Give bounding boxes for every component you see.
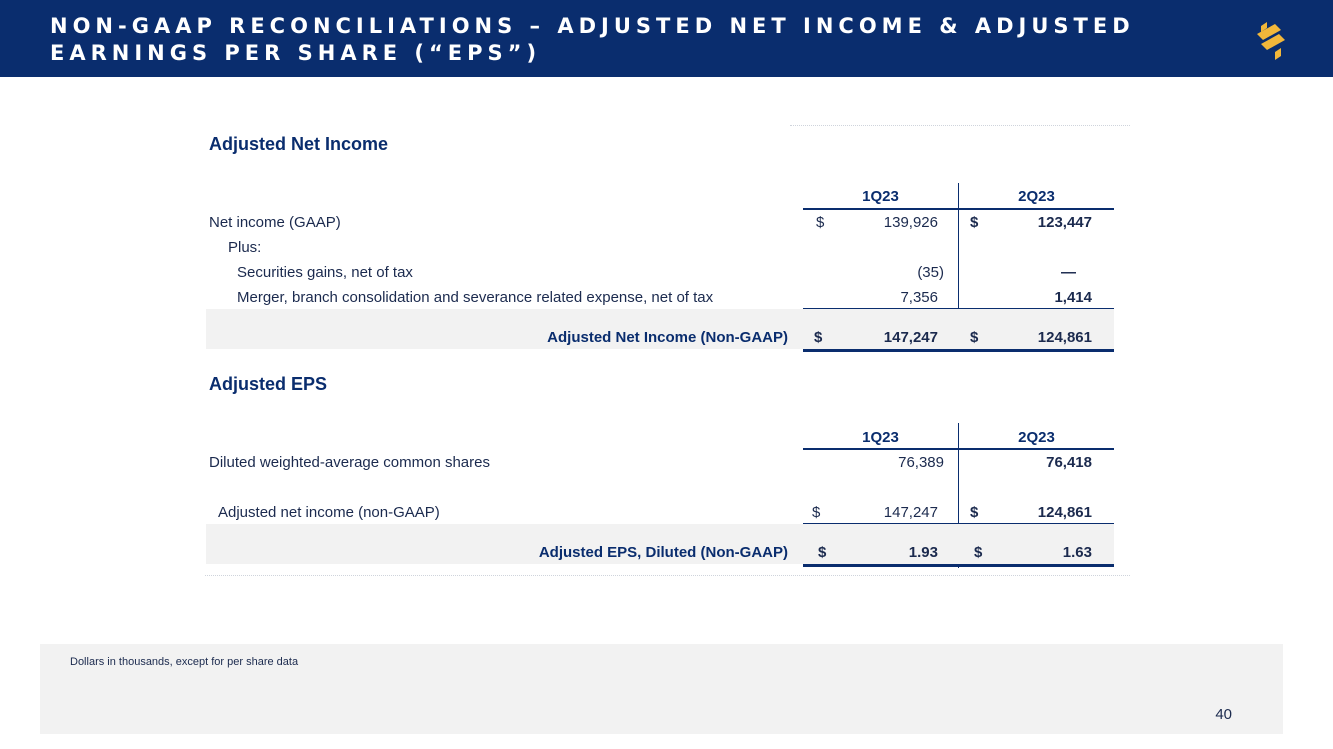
value-2q23: 124,861 xyxy=(1037,504,1092,521)
row-label-plus: Plus: xyxy=(228,239,262,256)
section-title-adjusted-eps: Adjusted EPS xyxy=(209,374,328,394)
total-value-1q23: 147,247 xyxy=(883,329,938,346)
column-header-2q23: 2Q23 xyxy=(1018,429,1055,446)
row-label-adjusted-net-income: Adjusted net income (non-GAAP) xyxy=(218,504,440,521)
row-label-diluted-shares: Diluted weighted-average common shares xyxy=(209,454,490,471)
total-label-adjusted-net-income: Adjusted Net Income (Non-GAAP) xyxy=(547,329,788,346)
total-value-2q23: 124,861 xyxy=(1037,329,1092,346)
column-header-2q23: 2Q23 xyxy=(1018,188,1055,205)
total-value-1q23: 1.93 xyxy=(908,544,938,561)
currency-symbol: $ xyxy=(970,329,979,346)
currency-symbol: $ xyxy=(970,504,979,521)
value-1q23: 147,247 xyxy=(883,504,938,521)
header-underline xyxy=(803,208,1114,210)
currency-symbol: $ xyxy=(816,214,825,231)
value-2q23: — xyxy=(1061,264,1076,281)
currency-symbol: $ xyxy=(974,544,983,561)
footnote: Dollars in thousands, except for per share data xyxy=(70,656,299,668)
value-2q23: 123,447 xyxy=(1037,214,1092,231)
total-label-adjusted-eps: Adjusted EPS, Diluted (Non-GAAP) xyxy=(538,544,788,561)
currency-symbol: $ xyxy=(812,504,821,521)
slide-header xyxy=(0,0,1333,77)
table-frame-top xyxy=(790,125,1130,126)
row-label-securities-gains: Securities gains, net of tax xyxy=(237,264,413,281)
value-2q23: 76,418 xyxy=(1046,454,1092,471)
value-1q23: 76,389 xyxy=(898,454,944,471)
total-double-underline xyxy=(803,564,1114,567)
row-label-net-income: Net income (GAAP) xyxy=(209,214,341,231)
total-double-underline xyxy=(803,349,1114,352)
value-1q23: 139,926 xyxy=(883,214,938,231)
value-2q23: 1,414 xyxy=(1054,289,1092,306)
header-underline xyxy=(803,448,1114,450)
row-label-merger-expense: Merger, branch consolidation and severance related expense, net of tax xyxy=(237,289,714,306)
page-title: NON-GAAP RECONCILIATIONS – ADJUSTED NET INCOME & ADJUSTED EARNINGS PER SHARE (“EPS”) xyxy=(50,14,1135,65)
dollar-s-logo-icon xyxy=(1255,22,1287,62)
currency-symbol: $ xyxy=(818,544,827,561)
section-title-adjusted-net-income: Adjusted Net Income xyxy=(209,134,389,154)
currency-symbol: $ xyxy=(814,329,823,346)
total-value-2q23: 1.63 xyxy=(1062,544,1092,561)
value-1q23: (35) xyxy=(917,264,944,281)
column-header-1q23: 1Q23 xyxy=(862,429,899,446)
table-frame-bottom xyxy=(205,575,1130,576)
value-1q23: 7,356 xyxy=(900,289,938,306)
page-number: 40 xyxy=(1215,706,1232,723)
column-header-1q23: 1Q23 xyxy=(862,188,899,205)
currency-symbol: $ xyxy=(970,214,979,231)
